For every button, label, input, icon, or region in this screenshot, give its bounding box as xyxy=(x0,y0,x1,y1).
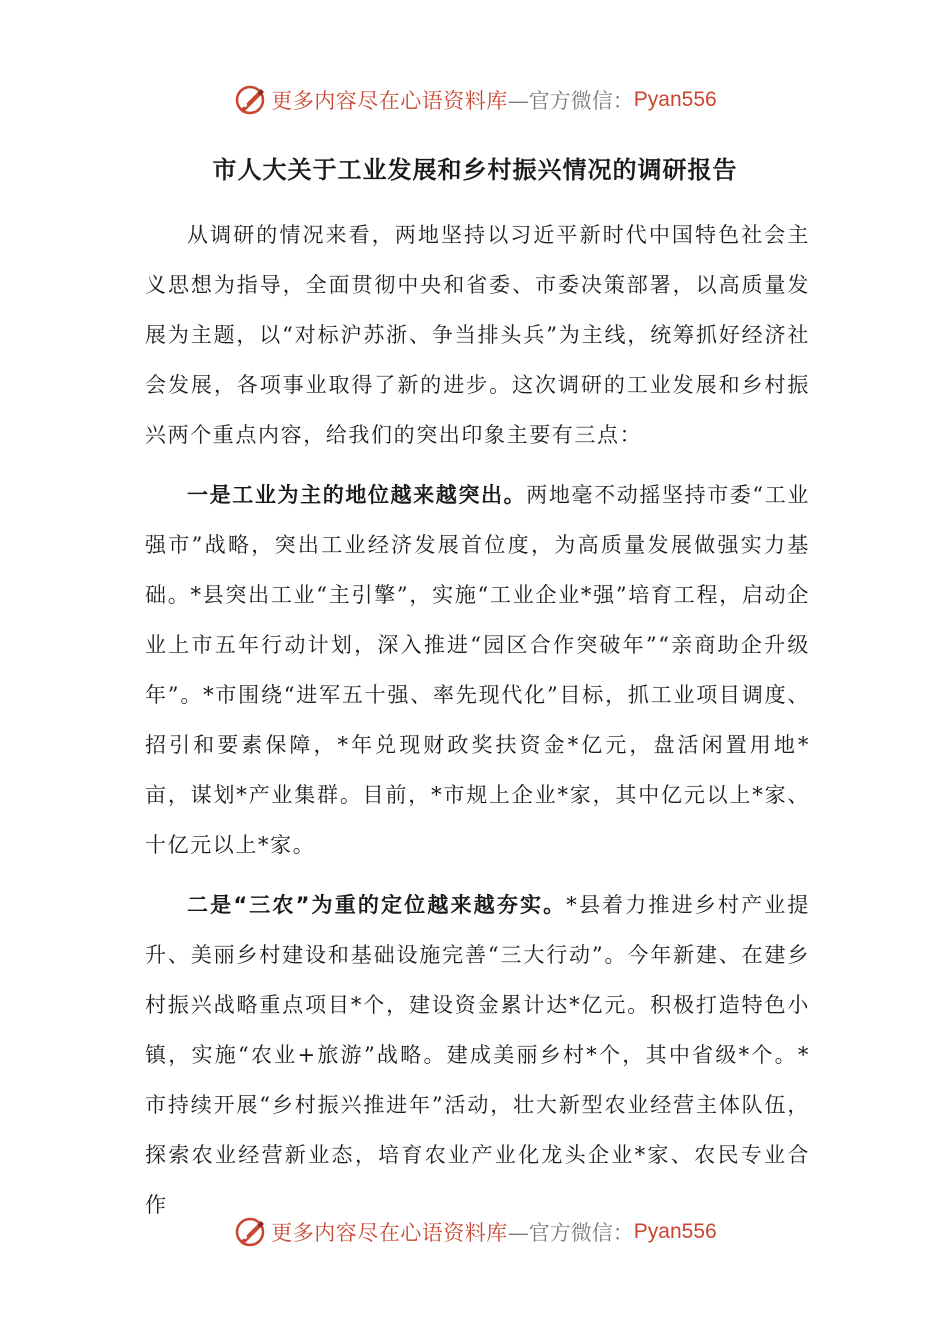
banner-wechat-id: Pyan556 xyxy=(633,1220,717,1243)
paragraph-industry xyxy=(145,470,810,870)
pen-circle-logo-icon xyxy=(233,83,267,117)
banner-wechat-id: Pyan556 xyxy=(633,88,717,111)
footer-banner xyxy=(0,1212,950,1252)
paragraph-lead: 一是工业为主的地位越来越突出。 xyxy=(187,483,527,507)
pen-circle-logo-icon xyxy=(233,1215,267,1249)
paragraph-text: 两地毫不动摇坚持市委“工业强市”战略，突出工业经济发展首位度，为高质量发展做强实力基础。*县突出工业“主引擎”，实施“工业企业*强”培育工程，启动企业上市五年行动计划，深入推进“园区合作突破年”“亲商助企升级年”。*市围绕“进军五十强、率先现代化”目标，抓工业项目调度、招引和要素保障，*年兑现财政奖扶资金*亿元，盘活闲置用地*亩，谋划*产业集群。目前，*市规上企业*家，其中亿元以上*家、十亿元以上*家。 xyxy=(145,483,811,857)
paragraph-lead: 二是“三农”为重的定位越来越夯实。 xyxy=(187,893,567,917)
header-banner xyxy=(0,80,950,120)
banner-wechat-label: —官方微信： xyxy=(507,89,634,113)
paragraph-agriculture xyxy=(145,880,810,1230)
paragraph-text: *县着力推进乡村产业提升、美丽乡村建设和基础设施完善“三大行动”。今年新建、在建乡村振兴战略重点项目*个，建设资金累计达*亿元。积极打造特色小镇，实施“农业+旅游”战略。建成美丽乡村*个，其中省级*个。*市持续开展“乡村振兴推进年”活动，壮大新型农业经营主体队伍，探索农业经营新业态，培育农业产业化龙头企业*家、农民专业合作 xyxy=(145,893,810,1217)
document-title: 市人大关于工业发展和乡村振兴情况的调研报告 xyxy=(212,156,738,184)
banner-site-text: 更多内容尽在心语资料库 xyxy=(271,1221,508,1245)
banner-site-text: 更多内容尽在心语资料库 xyxy=(271,89,508,113)
paragraph-text: 从调研的情况来看，两地坚持以习近平新时代中国特色社会主义思想为指导，全面贯彻中央和省委、市委决策部署，以高质量发展为主题，以“对标沪苏浙、争当排头兵”为主线，统筹抓好经济社会发展，各项事业取得了新的进步。这次调研的工业发展和乡村振兴两个重点内容，给我们的突出印象主要有三点： xyxy=(145,223,810,447)
document-body xyxy=(145,210,810,1230)
paragraph-intro xyxy=(145,210,810,460)
banner-wechat-label: —官方微信： xyxy=(507,1221,634,1245)
